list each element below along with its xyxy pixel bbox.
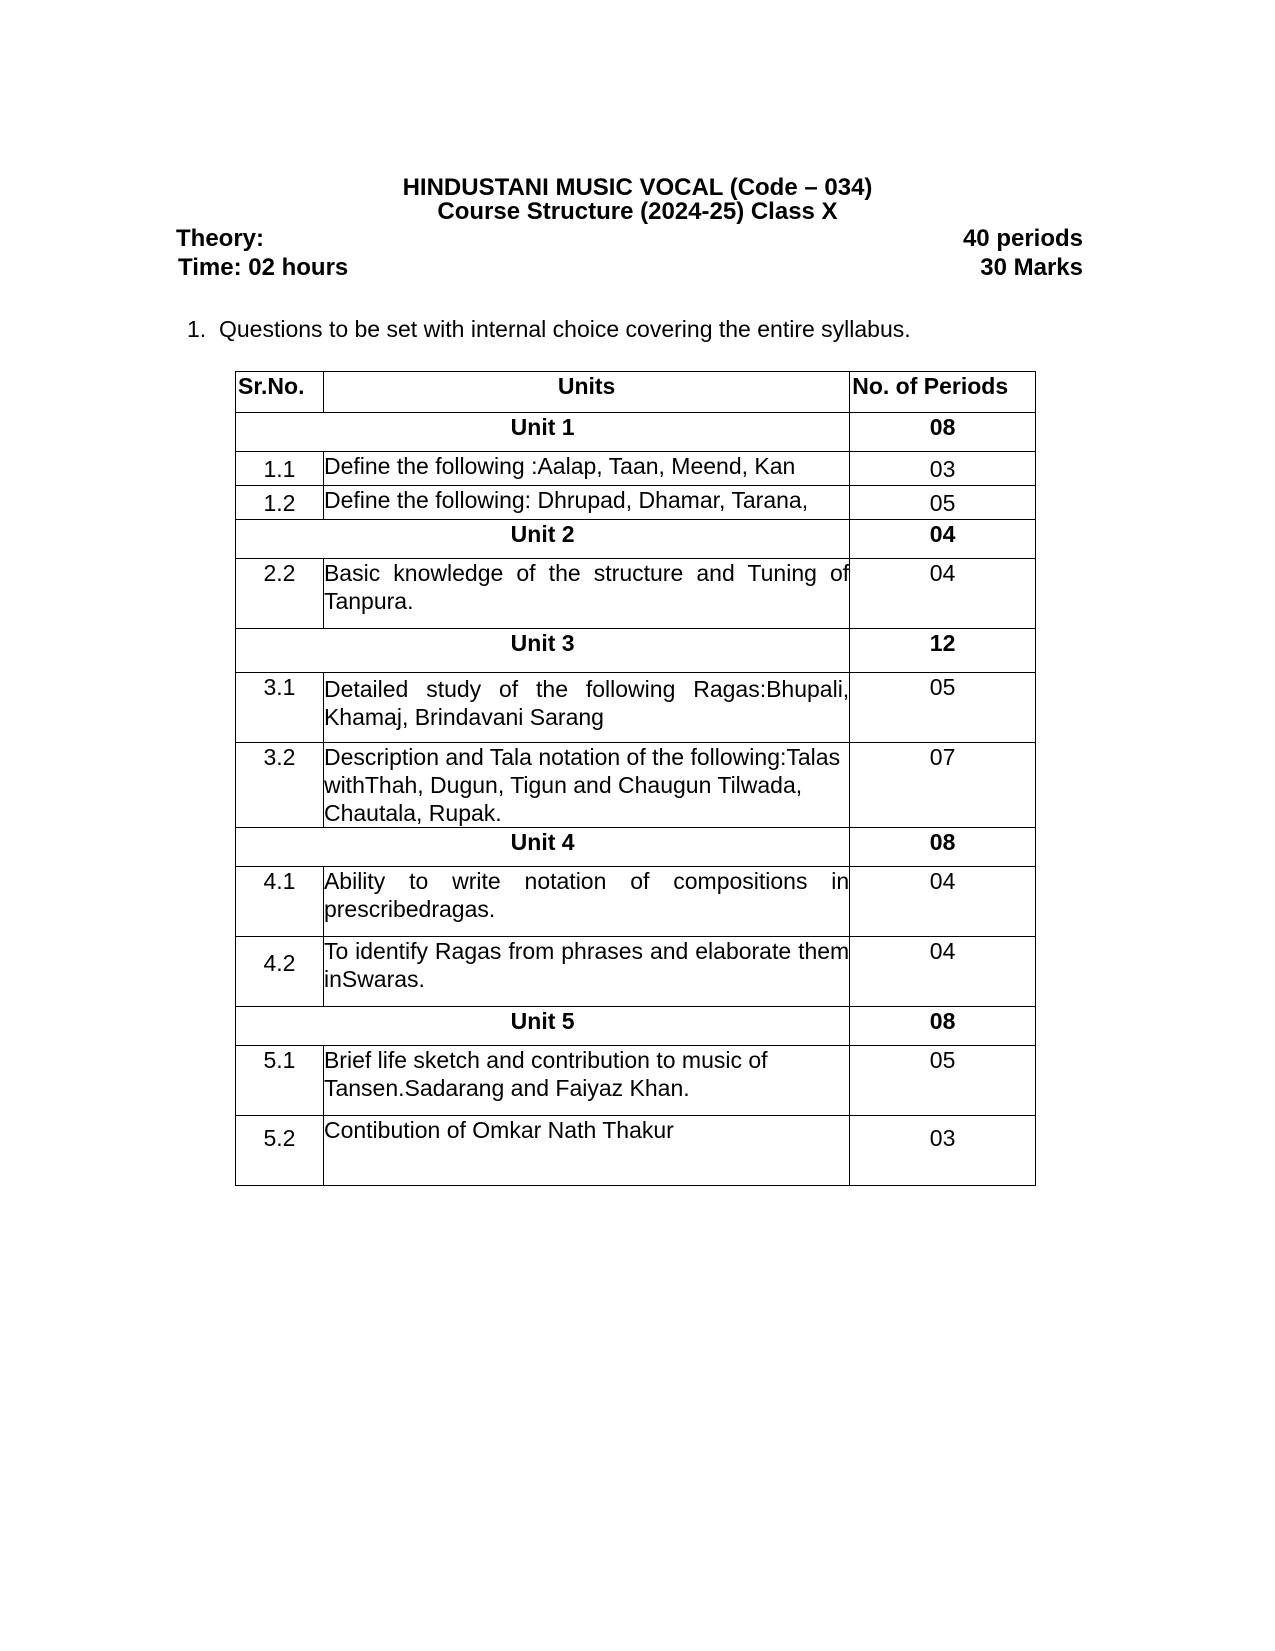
unit-row — [236, 413, 1036, 452]
unit-title: Unit 4 — [236, 828, 850, 867]
column-header-units: Units — [323, 372, 849, 413]
table-row — [236, 1046, 1036, 1116]
document-title: HINDUSTANI MUSIC VOCAL (Code – 034) — [402, 174, 873, 201]
table-row — [236, 486, 1036, 520]
unit-periods: 08 — [850, 413, 1036, 452]
item-srno: 1.2 — [236, 486, 324, 520]
item-description: To identify Ragas from phrases and elaborate them inSwaras. — [323, 937, 849, 1007]
table-row — [236, 559, 1036, 629]
table-row — [236, 452, 1036, 486]
item-description: Ability to write notation of compositions in prescribedragas. — [323, 867, 849, 937]
item-periods: 04 — [850, 559, 1036, 629]
table-row — [236, 937, 1036, 1007]
item-srno: 5.2 — [236, 1116, 324, 1186]
instruction-number: 1. — [187, 316, 207, 342]
unit-title: Unit 5 — [236, 1007, 850, 1046]
item-description: Detailed study of the following Ragas:Bhupali, Khamaj, Brindavani Sarang — [323, 673, 849, 743]
item-description: Contibution of Omkar Nath Thakur — [323, 1116, 849, 1186]
table-row — [236, 1116, 1036, 1186]
unit-title: Unit 1 — [236, 413, 850, 452]
item-periods: 03 — [850, 452, 1036, 486]
column-header-periods: No. of Periods — [850, 372, 1036, 413]
item-srno: 5.1 — [236, 1046, 324, 1116]
item-srno: 4.2 — [236, 937, 324, 1007]
unit-title: Unit 2 — [236, 520, 850, 559]
unit-row — [236, 1007, 1036, 1046]
document-subtitle: Course Structure (2024-25) Class X — [437, 198, 838, 225]
item-srno: 3.1 — [236, 673, 324, 743]
item-periods: 05 — [850, 673, 1036, 743]
table-row — [236, 673, 1036, 743]
column-header-srno: Sr.No. — [236, 372, 324, 413]
item-description: Description and Tala notation of the following:Talas withThah, Dugun, Tigun and Chaugun Tilwada, Chautala, Rupak. — [323, 743, 849, 828]
instruction-item — [187, 315, 911, 343]
syllabus-table — [235, 371, 1036, 1186]
item-periods: 05 — [850, 486, 1036, 520]
unit-periods: 12 — [850, 629, 1036, 673]
item-description: Basic knowledge of the structure and Tuning of Tanpura. — [323, 559, 849, 629]
item-periods: 05 — [850, 1046, 1036, 1116]
item-srno: 1.1 — [236, 452, 324, 486]
item-srno: 2.2 — [236, 559, 324, 629]
table-row — [236, 867, 1036, 937]
unit-title: Unit 3 — [236, 629, 850, 673]
unit-periods: 08 — [850, 1007, 1036, 1046]
item-srno: 4.1 — [236, 867, 324, 937]
item-description: Define the following: Dhrupad, Dhamar, Tarana, — [323, 486, 849, 520]
time-label: Time: 02 hours — [178, 254, 349, 281]
table-header-row — [236, 372, 1036, 413]
unit-row — [236, 629, 1036, 673]
unit-row — [236, 828, 1036, 867]
total-periods: 40 periods — [962, 225, 1083, 252]
unit-periods: 08 — [850, 828, 1036, 867]
item-periods: 03 — [850, 1116, 1036, 1186]
item-periods: 04 — [850, 937, 1036, 1007]
unit-periods: 04 — [850, 520, 1036, 559]
item-periods: 04 — [850, 867, 1036, 937]
total-marks: 30 Marks — [980, 254, 1083, 281]
item-srno: 3.2 — [236, 743, 324, 828]
unit-row — [236, 520, 1036, 559]
instruction-text: Questions to be set with internal choice covering the entire syllabus. — [219, 316, 911, 342]
item-periods: 07 — [850, 743, 1036, 828]
item-description: Define the following :Aalap, Taan, Meend, Kan — [323, 452, 849, 486]
theory-label: Theory: — [176, 225, 265, 252]
item-description: Brief life sketch and contribution to music of Tansen.Sadarang and Faiyaz Khan. — [323, 1046, 849, 1116]
table-row — [236, 743, 1036, 828]
